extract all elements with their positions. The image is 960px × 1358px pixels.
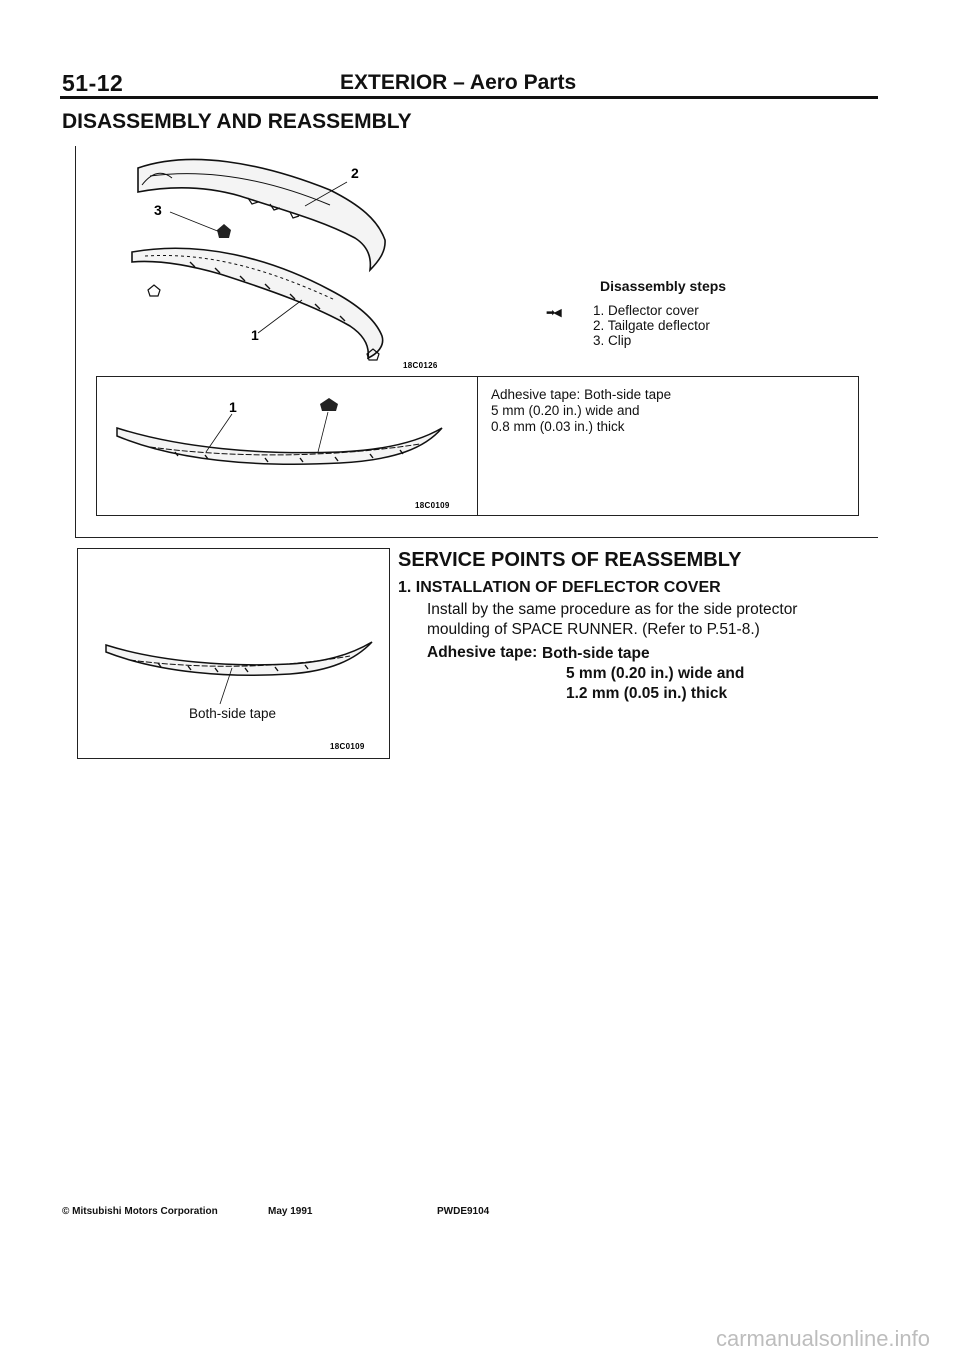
adhesive-tape-spec: 5 mm (0.20 in.) wide and xyxy=(566,665,745,682)
adhesive-tape-spec: Both-side tape xyxy=(542,645,650,662)
both-side-tape-label: Both-side tape xyxy=(189,706,277,721)
adhesive-tape-label: Adhesive tape: xyxy=(427,644,538,661)
step-item: 1. Deflector cover xyxy=(593,303,699,318)
service-subheading: 1. INSTALLATION OF DEFLECTOR COVER xyxy=(398,579,721,596)
step-item: 3. Clip xyxy=(593,333,632,348)
footer-document-code: PWDE9104 xyxy=(437,1206,490,1217)
footer-copyright: © Mitsubishi Motors Corporation xyxy=(62,1206,218,1217)
tape-note-line: 0.8 mm (0.03 in.) thick xyxy=(491,419,625,434)
page-number: 51-12 xyxy=(62,70,124,96)
figure-code-tape: 18C0109 xyxy=(415,501,450,510)
adhesive-tape-spec: 1.2 mm (0.05 in.) thick xyxy=(566,685,728,702)
callout-1: 1 xyxy=(251,327,259,343)
step-item: 2. Tailgate deflector xyxy=(593,318,710,333)
figure-code-service: 18C0109 xyxy=(330,742,365,751)
section-heading: DISASSEMBLY AND REASSEMBLY xyxy=(62,110,412,133)
tape-note-line: Adhesive tape: Both-side tape xyxy=(491,387,672,402)
watermark-text: carmanualsonline.info xyxy=(716,1326,931,1351)
service-points-heading: SERVICE POINTS OF REASSEMBLY xyxy=(398,549,742,571)
running-title: EXTERIOR – Aero Parts xyxy=(340,71,577,94)
figure-code-top: 18C0126 xyxy=(403,361,438,370)
callout-3: 3 xyxy=(154,202,162,218)
service-body-line: moulding of SPACE RUNNER. (Refer to P.51-8.) xyxy=(427,621,760,638)
footer-date: May 1991 xyxy=(268,1206,313,1217)
callout-2: 2 xyxy=(351,165,359,181)
tape-callout-1: 1 xyxy=(229,399,237,415)
service-point-marker-icon: ➡◀ xyxy=(546,307,560,319)
service-body-line: Install by the same procedure as for the side protector xyxy=(427,601,798,618)
tape-note-line: 5 mm (0.20 in.) wide and xyxy=(491,403,640,418)
disassembly-steps-title: Disassembly steps xyxy=(600,278,727,294)
